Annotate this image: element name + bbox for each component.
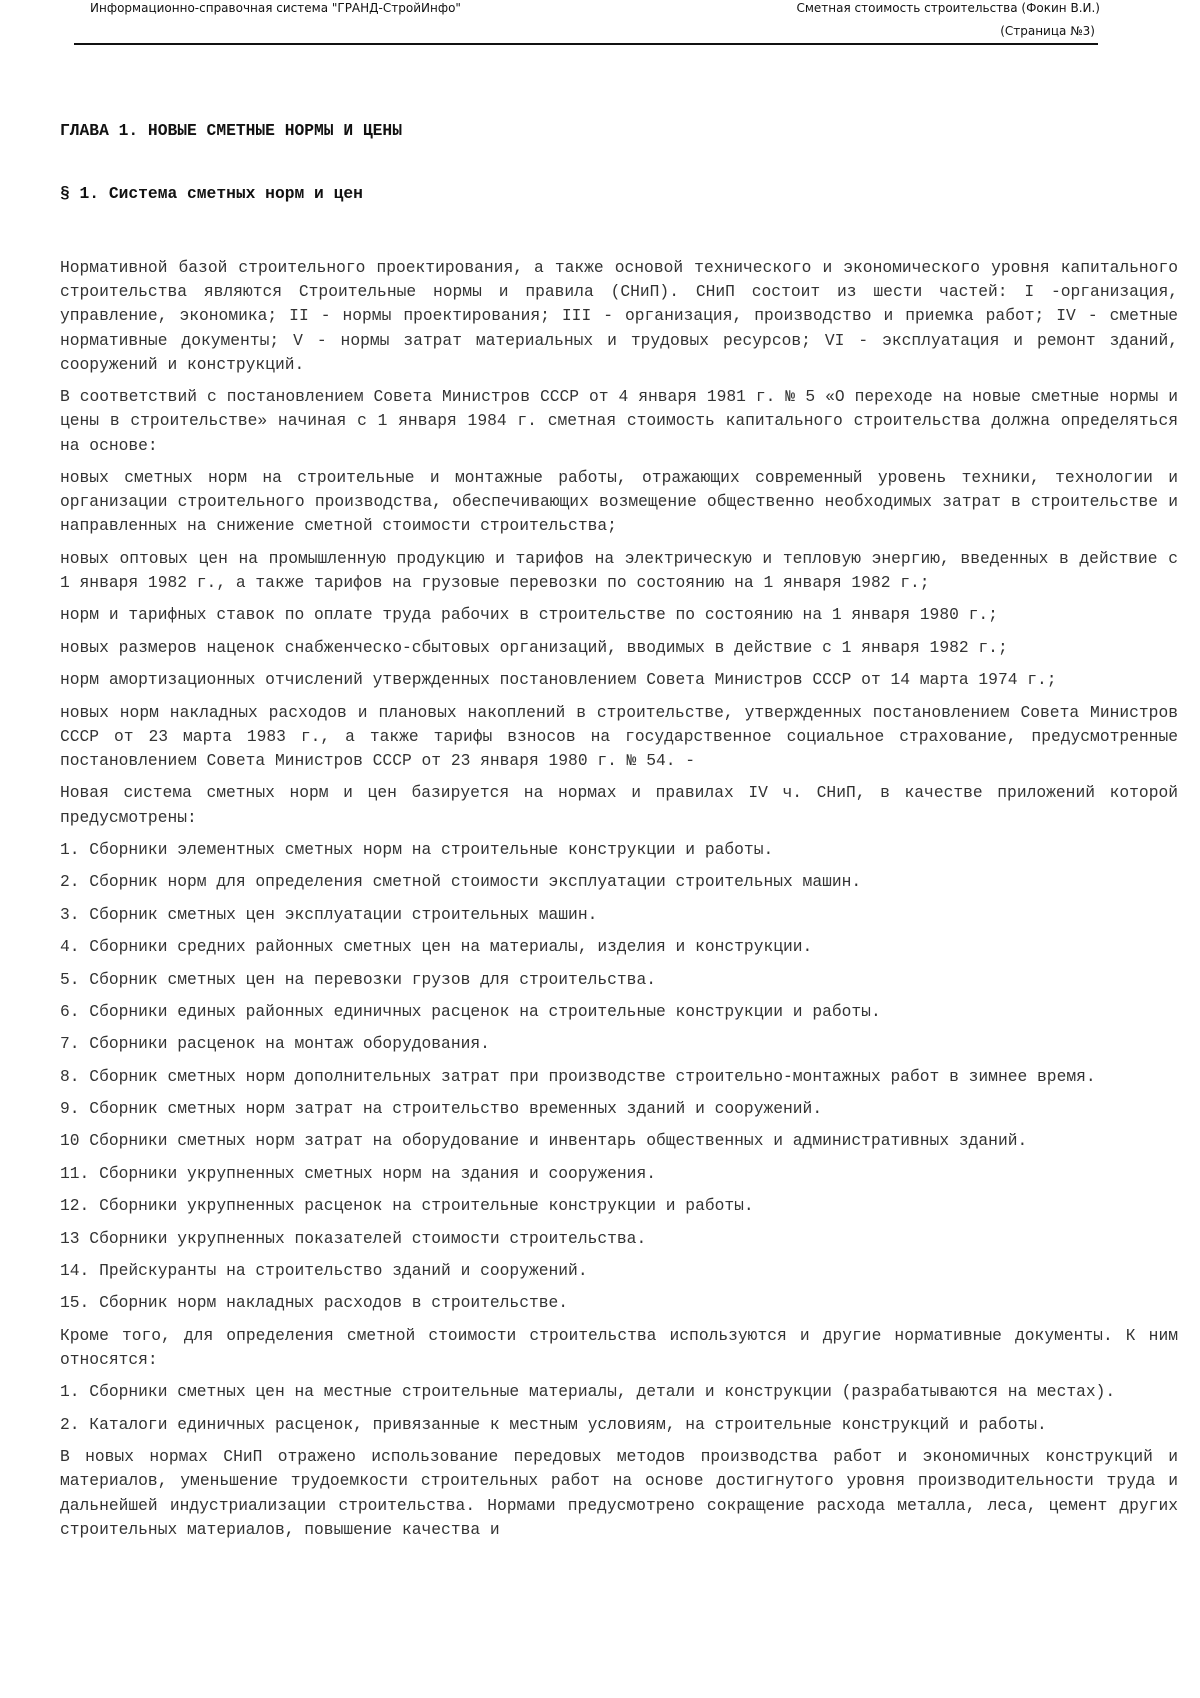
list-item: 5. Сборник сметных цен на перевозки грузов для строительства. [60,969,656,989]
list-item: 2. Каталоги единичных расценок, привязанные к местным условиям, на строительные конструкций и работы. [60,1414,1047,1434]
list-item: 3. Сборник сметных цен эксплуатации строительных машин. [60,904,598,924]
list-item: 13 Сборники укрупненных показателей стоимости строительства. [60,1228,647,1248]
list-item: 15. Сборник норм накладных расходов в строительстве. [60,1293,569,1313]
list-item: 4. Сборники средних районных сметных цен на материалы, изделия и конструкции. [60,937,813,957]
paragraph: новых размеров наценок снабженческо-сбытовых организаций, вводимых в действие с 1 января 1982 г.; [60,637,1008,657]
paragraph: Нормативной базой строительного проектирования, а также основой технического и экономического уровня капитального строительства являются Строительные нормы и правила (СНиП). СНиП состоит из шести частей: I -организация, управление, экономика; II - нормы проектирования; III - организация, производство и приемка работ; IV - сметные нормативные документы; V - нормы затрат материальных и трудовых ресурсов; VI - эксплуатация и ремонт зданий, сооружений и конструкций. [60,258,1178,374]
paragraph: Новая система сметных норм и цен базируется на нормах и правилах IV ч. СНиП, в качестве приложений которой предусмотрены: [60,783,1178,827]
list-item: 1. Сборники сметных цен на местные строительные материалы, детали и конструкции (разрабатываются на местах). [60,1382,1116,1402]
header-system-name: Информационно-справочная система "ГРАНД-СтройИнфо" [90,1,461,15]
paragraph: В соответствий с постановлением Совета Министров СССР от 4 января 1981 г. № 5 «О переходе на новые сметные нормы и цены в строительстве» начиная с 1 января 1984 г. сметная стоимость капитального строительства должна определяться на основе: [60,387,1178,455]
list-item: 6. Сборники единых районных единичных расценок на строительные конструкции и работы. [60,1001,881,1021]
paragraph: В новых нормах СНиП отражено использование передовых методов производства работ и экономичных конструкций и материалов, уменьшение трудоемкости строительных работ на основе достигнутого уровня производительности труда и дальнейшей индустриализации строительства. Нормами предусмотрено сокращение расхода металла, леса, цемент других строительных материалов, повышение качества и [60,1447,1178,1539]
list-item: 14. Прейскуранты на строительство зданий и сооружений. [60,1261,588,1281]
paragraph: новых норм накладных расходов и плановых накоплений в строительстве, утвержденных постановлением Совета Министров СССР от 23 марта 1983 г., а также тарифы взносов на государственное социальное страхование, предусмотренные постановлением Совета Министров СССР от 23 января 1980 г. № 54. - [60,702,1178,770]
paragraph: новых оптовых цен на промышленную продукцию и тарифов на электрическую и тепловую энергию, введенных в действие с 1 января 1982 г., а также тарифов на грузовые перевозки по состоянию на 1 января 1982 г.; [60,548,1178,592]
header-document-title: Сметная стоимость строительства (Фокин В.И.) [796,1,1100,15]
paragraph: норм и тарифных ставок по оплате труда рабочих в строительстве по состоянию на 1 января 1980 г.; [60,605,998,625]
section-title: § 1. Система сметных норм и цен [60,184,363,203]
list-item: 10 Сборники сметных норм затрат на оборудование и инвентарь общественных и административных зданий. [60,1131,1028,1151]
chapter-title: ГЛАВА 1. НОВЫЕ СМЕТНЫЕ НОРМЫ И ЦЕНЫ [60,121,402,140]
header-divider [74,43,1098,45]
header-page-number: (Страница №3) [1000,24,1095,38]
paragraph: Кроме того, для определения сметной стоимости строительства используются и другие нормативные документы. К ним относятся: [60,1325,1178,1370]
paragraph: новых сметных норм на строительные и монтажные работы, отражающих современный уровень техники, технологии и организации строительного производства, обеспечивающих возмещение общественно необходимых затрат в строительстве и направленных на снижение сметной стоимости строительства; [60,468,1178,536]
list-item: 1. Сборники элементных сметных норм на строительные конструкции и работы. [60,839,774,859]
list-item: 7. Сборники расценок на монтаж оборудования. [60,1034,490,1054]
list-item: 12. Сборники укрупненных расценок на строительные конструкции и работы. [60,1196,754,1216]
list-item: 11. Сборники укрупненных сметных норм на здания и сооружения. [60,1163,656,1183]
list-item: 2. Сборник норм для определения сметной стоимости эксплуатации строительных машин. [60,872,862,892]
list-item: 8. Сборник сметных норм дополнительных затрат при производстве строительно-монтажных работ в зимнее время. [60,1066,1096,1086]
paragraph: норм амортизационных отчислений утвержденных постановлением Совета Министров СССР от 14 марта 1974 г.; [60,670,1057,690]
page-header [0,0,1200,50]
list-item: 9. Сборник сметных норм затрат на строительство временных зданий и сооружений. [60,1099,823,1119]
document-body [60,118,1178,1550]
